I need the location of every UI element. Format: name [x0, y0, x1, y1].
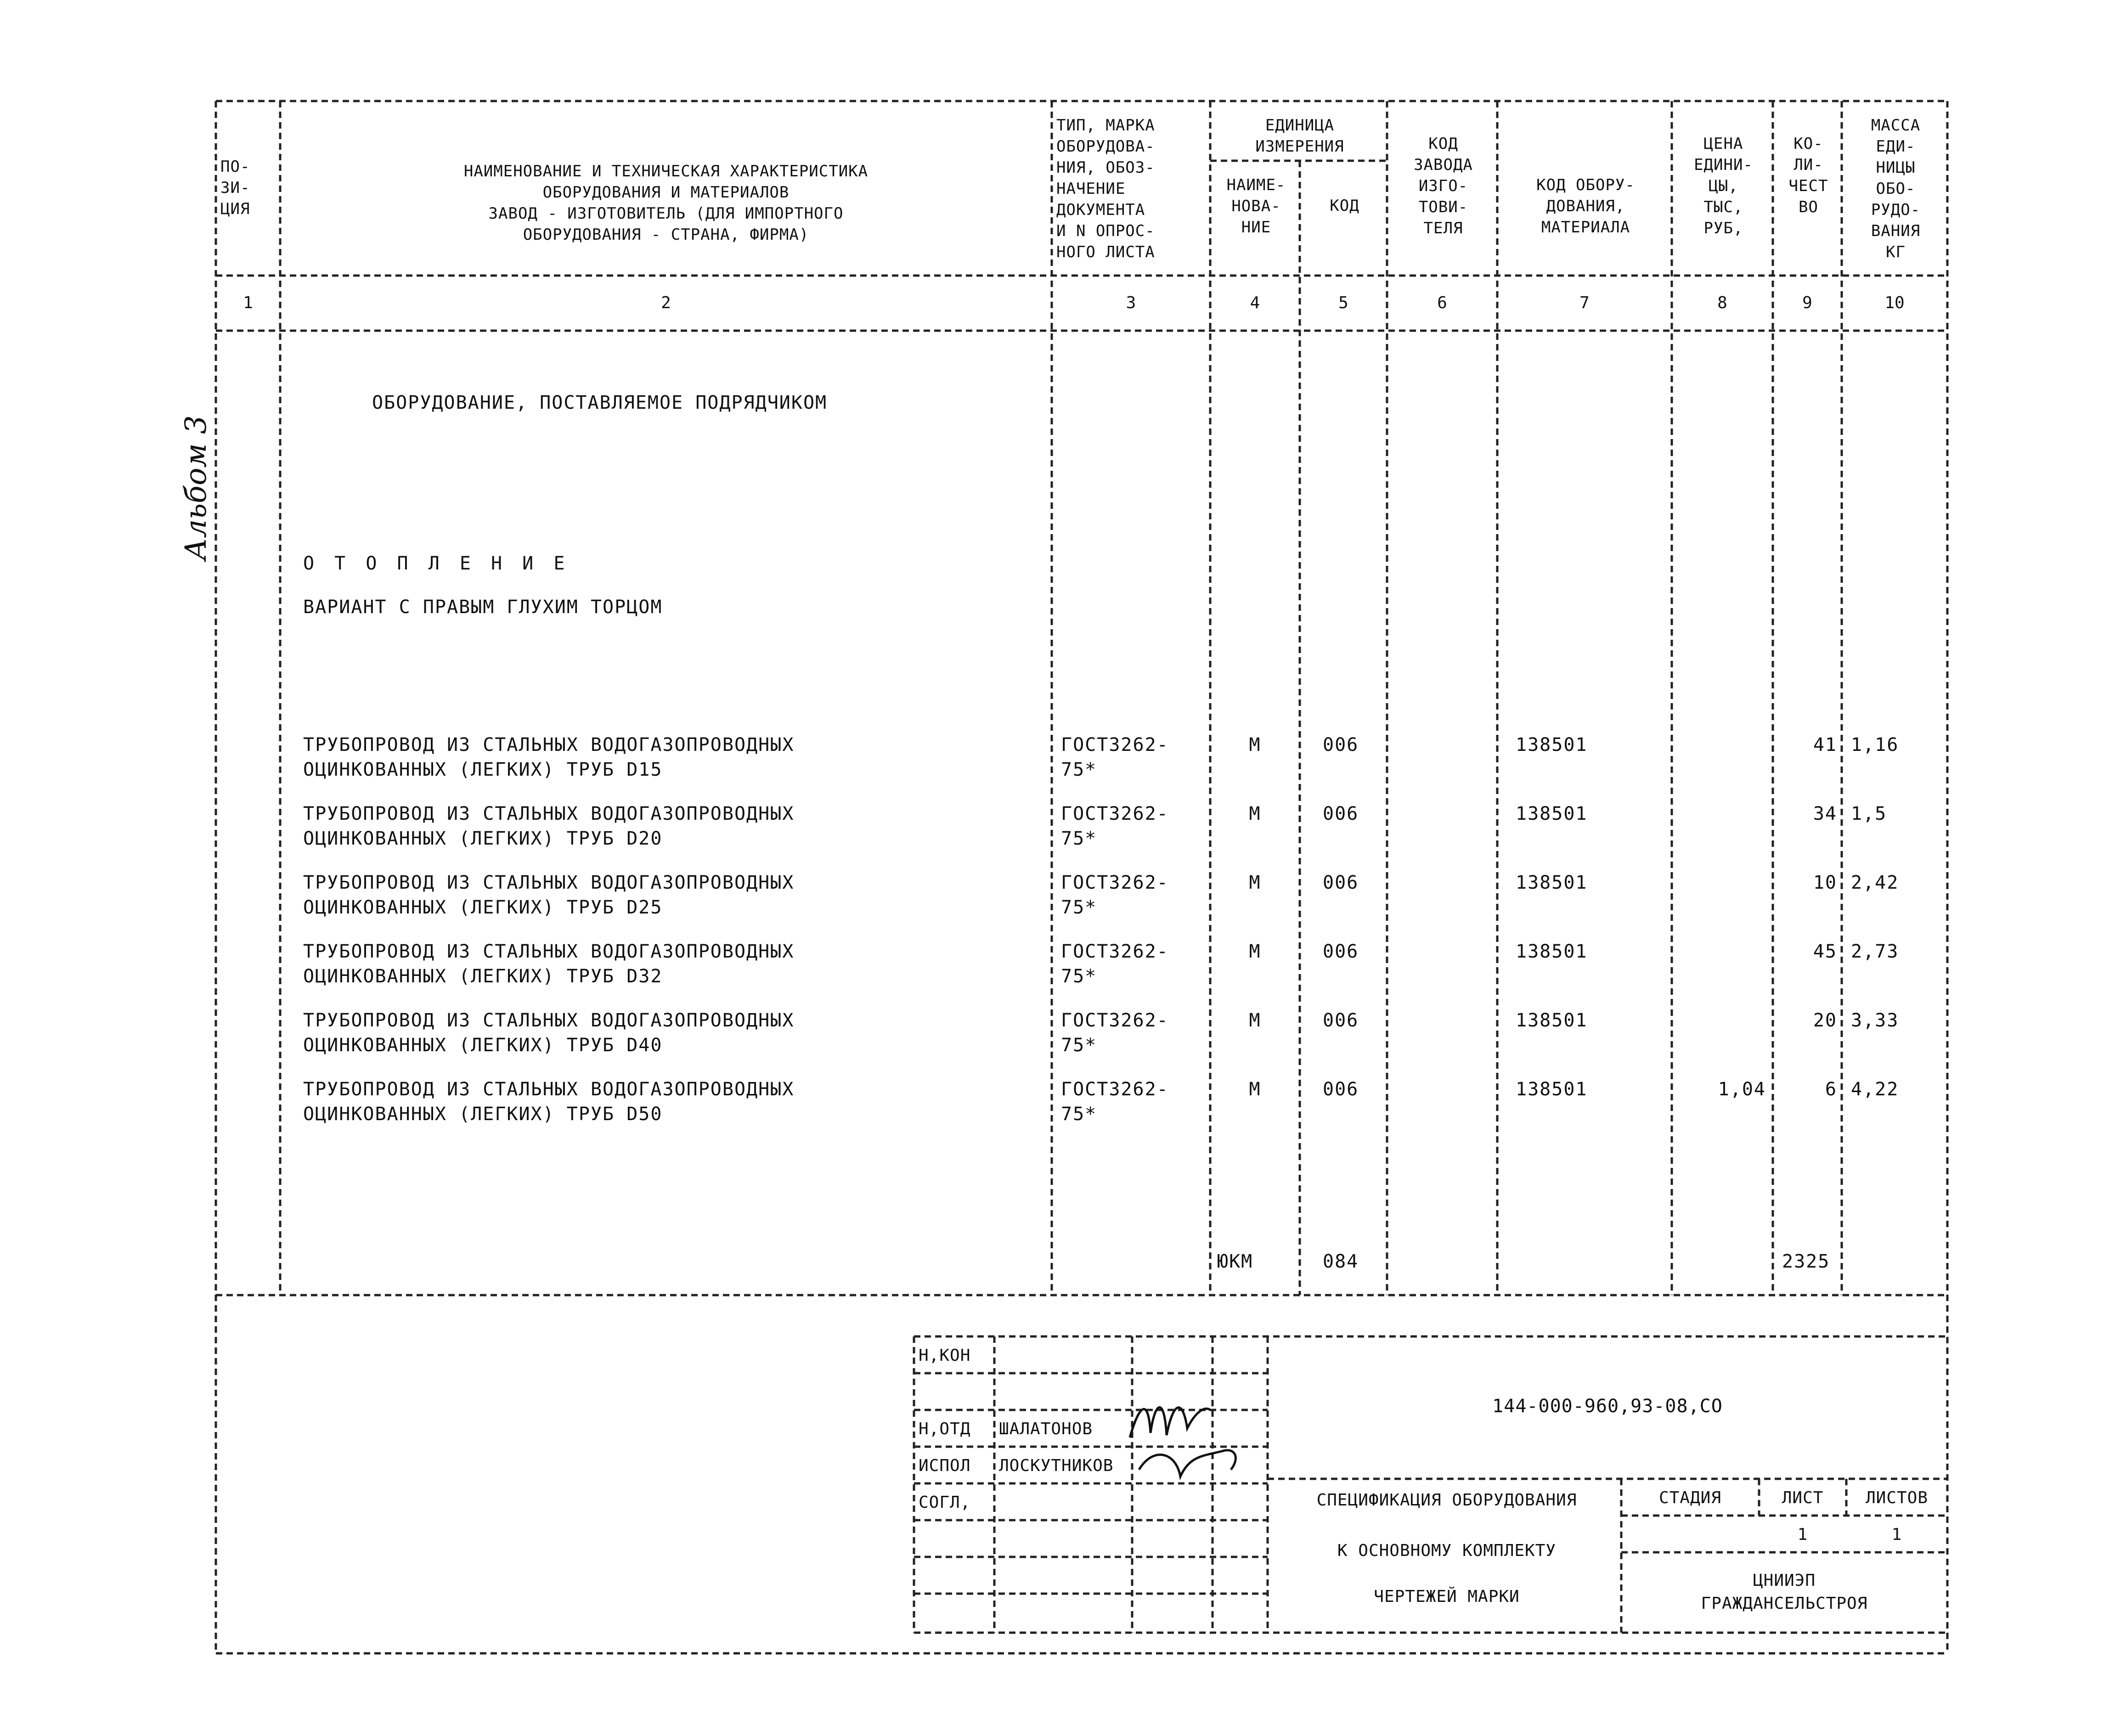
row-mass: 4,22 [1851, 1079, 1899, 1100]
table-row [0, 733, 2115, 783]
header-plant-code-line: ЗАВОДА [1414, 156, 1473, 174]
row-price: 1,04 [1718, 1079, 1766, 1100]
row-unit-code: 006 [1323, 872, 1359, 893]
tb-name-executor: ЛОСКУТНИКОВ [999, 1456, 1114, 1475]
organization-line2: ГРАЖДАНСЕЛЬСТРОЯ [1701, 1594, 1868, 1613]
row-unit-code: 006 [1323, 734, 1359, 755]
header-unit-name-line: НОВА- [1231, 197, 1281, 215]
row-name-line: ТРУБОПРОВОД ИЗ СТАЛЬНЫХ ВОДОГАЗОПРОВОДНЫХ [303, 803, 795, 824]
row-name [303, 870, 794, 920]
sheet-label: ЛИСТ [1782, 1488, 1824, 1507]
sheets-value: 1 [1891, 1525, 1902, 1544]
header-mass-line: РУДО- [1871, 201, 1921, 219]
header-type-line: ТИП, МАРКА [1056, 116, 1155, 135]
row-name-line: ОЦИНКОВАННЫХ (ЛЕГКИХ) ТРУБ D32 [303, 966, 663, 987]
document-title-line2: К ОСНОВНОМУ КОМПЛЕКТУ [1337, 1541, 1557, 1560]
row-quantity: 20 [1813, 1010, 1837, 1031]
row-mass: 1,5 [1851, 803, 1887, 824]
row-name [303, 1008, 794, 1058]
row-document-line: ГОСТ3262- [1061, 803, 1169, 824]
row-document-line: 75* [1061, 966, 1097, 987]
tb-role-dept: Н,ОТД [919, 1420, 971, 1438]
row-name-line: ОЦИНКОВАННЫХ (ЛЕГКИХ) ТРУБ D25 [303, 897, 663, 918]
row-material-code: 138501 [1516, 941, 1588, 962]
header-quantity-line: ЧЕСТ [1788, 177, 1828, 195]
section-heating-title: О Т О П Л Е Н И Е [303, 553, 570, 574]
header-name [285, 161, 1047, 245]
row-document-line: ГОСТ3262- [1061, 1079, 1169, 1100]
header-mass-line: ВАНИЯ [1871, 222, 1921, 240]
row-document [1061, 870, 1169, 920]
column-number: 7 [1579, 293, 1590, 312]
side-album-label: Альбом 3 [179, 415, 213, 560]
row-name [303, 801, 794, 851]
table-row [0, 1008, 2115, 1059]
column-number: 8 [1717, 293, 1727, 312]
header-name-line: ОБОРУДОВАНИЯ И МАТЕРИАЛОВ [542, 183, 790, 202]
row-unit-code: 006 [1323, 1010, 1359, 1031]
row-document-line: ГОСТ3262- [1061, 734, 1169, 755]
row-unit: М [1249, 734, 1261, 755]
column-number: 3 [1126, 293, 1136, 312]
header-type-line: НИЯ, ОБОЗ- [1056, 158, 1155, 177]
header-material-code-line: ДОВАНИЯ, [1546, 197, 1625, 215]
row-unit-code: 006 [1323, 803, 1359, 824]
row-document-line: ГОСТ3262- [1061, 872, 1169, 893]
column-number: 2 [661, 293, 671, 312]
row-name-line: ТРУБОПРОВОД ИЗ СТАЛЬНЫХ ВОДОГАЗОПРОВОДНЫХ [303, 734, 795, 755]
row-unit: М [1249, 1079, 1261, 1100]
row-unit: М [1249, 872, 1261, 893]
document-title-line1: СПЕЦИФИКАЦИЯ ОБОРУДОВАНИЯ [1316, 1491, 1577, 1510]
row-name-line: ОЦИНКОВАННЫХ (ЛЕГКИХ) ТРУБ D20 [303, 828, 663, 849]
row-mass: 2,73 [1851, 941, 1899, 962]
row-document-line: ГОСТ3262- [1061, 941, 1169, 962]
header-plant-code-line: КОД [1428, 135, 1458, 153]
row-document [1061, 1077, 1169, 1127]
header-price-line: ЕДИНИ- [1694, 156, 1753, 174]
row-document-line: 75* [1061, 897, 1097, 918]
row-name-line: ОЦИНКОВАННЫХ (ЛЕГКИХ) ТРУБ D15 [303, 759, 663, 780]
header-position-line: ЦИЯ [220, 200, 250, 218]
header-material-code-line: МАТЕРИАЛА [1541, 218, 1630, 237]
header-type-line: НАЧЕНИЕ [1056, 180, 1126, 198]
header-type [1056, 115, 1155, 263]
section-supplier-title: ОБОРУДОВАНИЕ, ПОСТАВЛЯЕМОЕ ПОДРЯДЧИКОМ [372, 392, 828, 413]
header-mass-line: МАССА [1871, 116, 1921, 135]
row-document-line: 75* [1061, 1035, 1097, 1056]
header-material-code-line: КОД ОБОРУ- [1536, 176, 1635, 194]
header-type-line: ОБОРУДОВА- [1056, 137, 1155, 156]
header-type-line: НОГО ЛИСТА [1056, 243, 1155, 261]
row-name [303, 1077, 794, 1127]
header-price-line: ЦЕНА [1703, 135, 1743, 153]
row-quantity: 45 [1813, 941, 1837, 962]
header-plant-code-line: ТОВИ- [1418, 198, 1468, 216]
header-mass-line: ОБО- [1876, 180, 1916, 198]
header-unit-group-line: ЕДИНИЦА [1265, 116, 1335, 135]
header-name-line: ЗАВОД - ИЗГОТОВИТЕЛЬ (ДЛЯ ИМПОРТНОГО [488, 204, 844, 223]
row-document-line: 75* [1061, 759, 1097, 780]
header-plant-code-line: ТЕЛЯ [1423, 219, 1463, 237]
row-unit: М [1249, 803, 1261, 824]
header-mass-line: ЕДИ- [1876, 137, 1916, 156]
row-mass: 2,42 [1851, 872, 1899, 893]
table-body [0, 733, 2115, 1146]
table-row [0, 801, 2115, 852]
sheet-value: 1 [1797, 1525, 1808, 1544]
header-unit-name-line: НАИМЕ- [1226, 176, 1286, 194]
row-material-code: 138501 [1516, 1079, 1588, 1100]
header-material-code [1500, 175, 1672, 238]
tb-role-approval: СОГЛ, [919, 1493, 971, 1512]
tb-role-chief: Н,КОН [919, 1346, 971, 1365]
column-number: 6 [1437, 293, 1447, 312]
header-unit-name-line: НИЕ [1241, 218, 1271, 237]
row-material-code: 138501 [1516, 803, 1588, 824]
signatures [1130, 1407, 1235, 1477]
row-material-code: 138501 [1516, 1010, 1588, 1031]
total-unit: ЮКМ [1217, 1251, 1253, 1272]
row-unit: М [1249, 1010, 1261, 1031]
row-name-line: ОЦИНКОВАННЫХ (ЛЕГКИХ) ТРУБ D50 [303, 1104, 663, 1125]
section-variant-title: ВАРИАНТ С ПРАВЫМ ГЛУХИМ ТОРЦОМ [303, 597, 663, 618]
header-name-line: ОБОРУДОВАНИЯ - СТРАНА, ФИРМА) [523, 225, 809, 244]
row-document-line: 75* [1061, 1104, 1097, 1125]
header-unit-group [1213, 115, 1387, 157]
header-quantity-line: ЛИ- [1794, 156, 1823, 174]
row-name [303, 939, 794, 989]
row-quantity: 34 [1813, 803, 1837, 824]
header-unit-code: КОД [1330, 197, 1359, 215]
row-name [303, 733, 794, 782]
organization-line1: ЦНИИЭП [1753, 1571, 1816, 1590]
header-unit-group-line: ИЗМЕРЕНИЯ [1255, 137, 1344, 156]
row-unit-code: 006 [1323, 1079, 1359, 1100]
header-quantity [1775, 133, 1842, 218]
header-quantity-line: КО- [1794, 135, 1823, 153]
tb-role-executor: ИСПОЛ [919, 1456, 971, 1475]
row-mass: 3,33 [1851, 1010, 1899, 1031]
row-name-line: ТРУБОПРОВОД ИЗ СТАЛЬНЫХ ВОДОГАЗОПРОВОДНЫХ [303, 1079, 795, 1100]
header-type-line: ДОКУМЕНТА [1056, 201, 1145, 219]
row-quantity: 10 [1813, 872, 1837, 893]
header-type-line: И N ОПРОС- [1056, 222, 1155, 240]
total-code: 084 [1323, 1251, 1359, 1272]
row-unit: М [1249, 941, 1261, 962]
header-price-line: ЦЫ, [1709, 177, 1738, 195]
column-number: 1 [243, 293, 253, 312]
row-document-line: 75* [1061, 828, 1097, 849]
stage-label: СТАДИЯ [1658, 1488, 1722, 1507]
row-quantity: 6 [1825, 1079, 1837, 1100]
table-row [0, 870, 2115, 921]
row-mass: 1,16 [1851, 734, 1899, 755]
header-position [220, 156, 250, 220]
row-material-code: 138501 [1516, 872, 1588, 893]
row-quantity: 41 [1813, 734, 1837, 755]
header-name-line: НАИМЕНОВАНИЕ И ТЕХНИЧЕСКАЯ ХАРАКТЕРИСТИКА [463, 162, 869, 180]
header-price [1674, 133, 1773, 239]
row-name-line: ТРУБОПРОВОД ИЗ СТАЛЬНЫХ ВОДОГАЗОПРОВОДНЫХ [303, 1010, 795, 1031]
column-number: 5 [1338, 293, 1348, 312]
row-document [1061, 801, 1169, 851]
row-name-line: ТРУБОПРОВОД ИЗ СТАЛЬНЫХ ВОДОГАЗОПРОВОДНЫХ [303, 872, 795, 893]
header-price-line: ТЫС, [1703, 198, 1743, 216]
column-number: 10 [1884, 293, 1905, 312]
row-document [1061, 733, 1169, 782]
header-mass-line: КГ [1886, 243, 1906, 261]
header-unit-name [1213, 175, 1300, 238]
row-document [1061, 939, 1169, 989]
row-name-line: ОЦИНКОВАННЫХ (ЛЕГКИХ) ТРУБ D40 [303, 1035, 663, 1056]
row-name-line: ТРУБОПРОВОД ИЗ СТАЛЬНЫХ ВОДОГАЗОПРОВОДНЫХ [303, 941, 795, 962]
header-mass [1844, 115, 1947, 263]
header-plant-code [1389, 133, 1497, 239]
tb-name-dept: ШАЛАТОНОВ [999, 1420, 1093, 1438]
row-unit-code: 006 [1323, 941, 1359, 962]
header-quantity-line: ВО [1799, 198, 1818, 216]
header-position-line: ЗИ- [220, 179, 250, 197]
header-position-line: ПО- [220, 158, 250, 176]
header-mass-line: НИЦЫ [1876, 158, 1916, 177]
document-code: 144-000-960,93-08,СО [1492, 1396, 1723, 1417]
row-material-code: 138501 [1516, 734, 1588, 755]
column-number: 4 [1250, 293, 1260, 312]
table-row [0, 1077, 2115, 1127]
sheets-label: ЛИСТОВ [1865, 1488, 1929, 1507]
column-number: 9 [1802, 293, 1812, 312]
row-document [1061, 1008, 1169, 1058]
table-row [0, 939, 2115, 990]
header-price-line: РУБ, [1703, 219, 1743, 237]
row-document-line: ГОСТ3262- [1061, 1010, 1169, 1031]
header-plant-code-line: ИЗГО- [1418, 177, 1468, 195]
total-quantity: 2325 [1782, 1251, 1830, 1272]
document-title-line3: ЧЕРТЕЖЕЙ МАРКИ [1374, 1587, 1520, 1606]
